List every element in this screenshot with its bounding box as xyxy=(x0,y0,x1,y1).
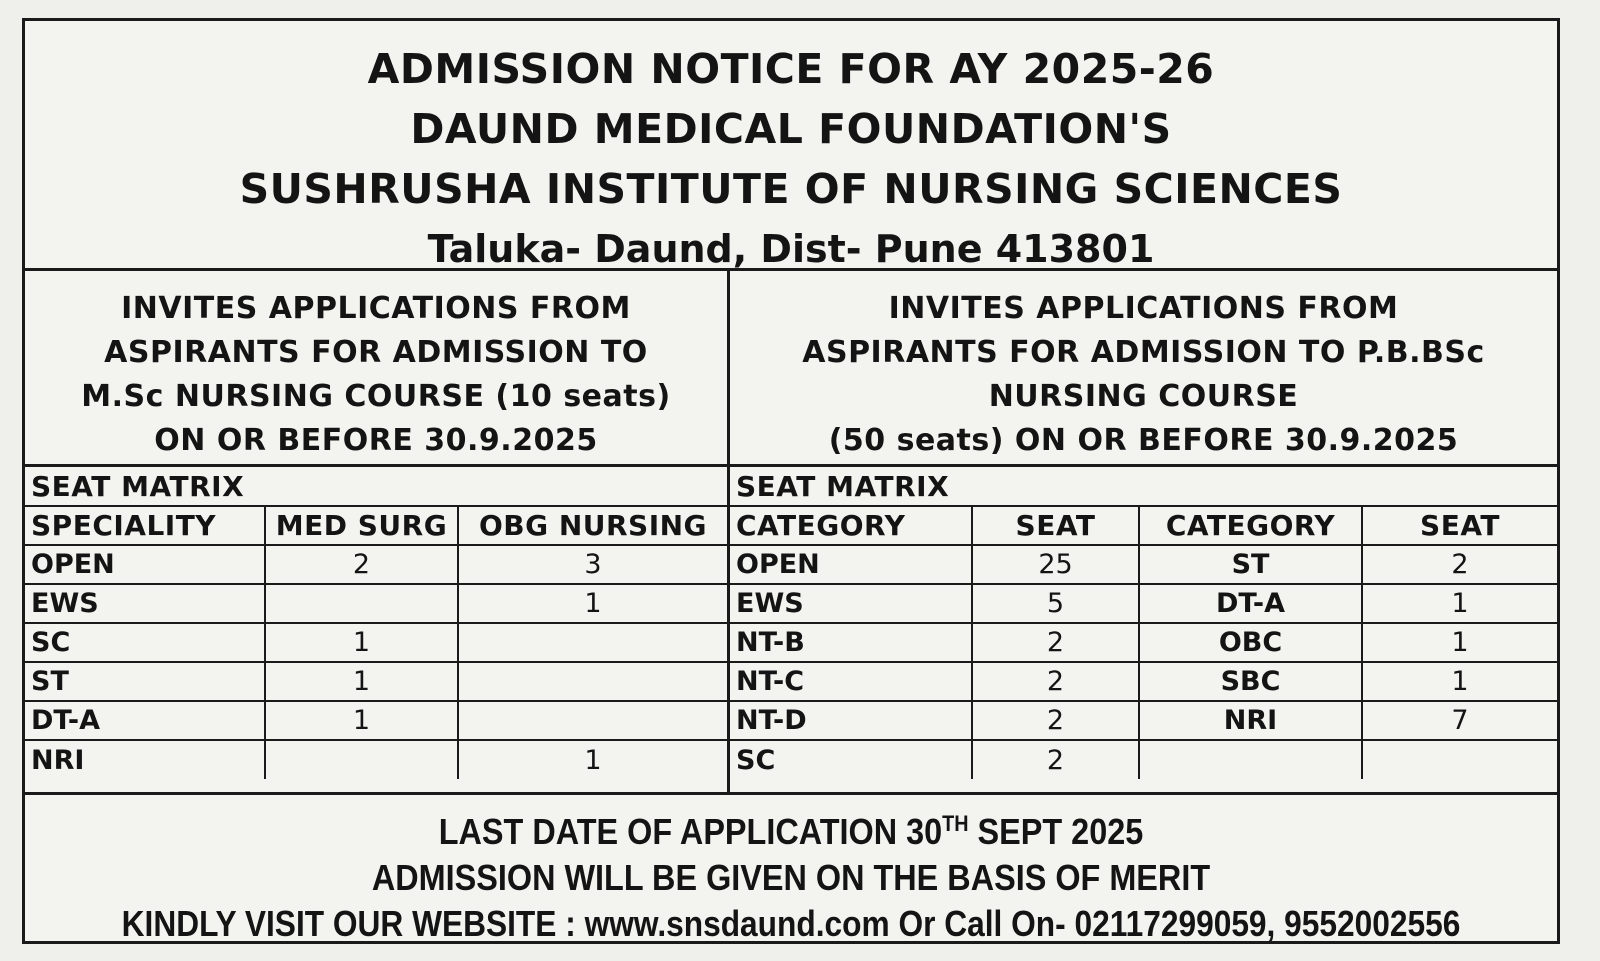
table-row xyxy=(25,584,727,623)
msc-invite-line: ON OR BEFORE 30.9.2025 xyxy=(154,423,598,458)
table-cell: 1 xyxy=(458,584,727,623)
foundation-name: DAUND MEDICAL FOUNDATION'S xyxy=(410,105,1172,153)
column-header: SPECIALITY xyxy=(25,506,265,545)
msc-matrix-title: SEAT MATRIX xyxy=(25,467,727,506)
column-header: SEAT xyxy=(1362,506,1557,545)
table-row xyxy=(730,584,1557,623)
table-row xyxy=(730,701,1557,740)
table-cell: 1 xyxy=(1362,623,1557,662)
invites-section xyxy=(25,271,1557,467)
pbbsc-seat-table xyxy=(730,467,1557,779)
table-cell: NT-B xyxy=(730,623,972,662)
last-date-prefix: LAST DATE OF APPLICATION 30 xyxy=(438,811,943,852)
table-cell: 1 xyxy=(265,623,458,662)
table-cell: EWS xyxy=(730,584,972,623)
column-header: MED SURG xyxy=(265,506,458,545)
table-row xyxy=(730,623,1557,662)
table-cell: OPEN xyxy=(730,545,972,584)
table-cell: SC xyxy=(25,623,265,662)
institute-name: SUSHRUSHA INSTITUTE OF NURSING SCIENCES xyxy=(239,165,1343,213)
table-row xyxy=(25,545,727,584)
table-cell: NRI xyxy=(1139,701,1362,740)
table-cell: SBC xyxy=(1139,662,1362,701)
table-cell: 1 xyxy=(265,701,458,740)
last-date-suffix: SEPT 2025 xyxy=(968,811,1144,852)
table-cell: 1 xyxy=(1362,584,1557,623)
msc-seat-table xyxy=(25,467,727,779)
table-title-row xyxy=(730,467,1557,506)
table-cell: EWS xyxy=(25,584,265,623)
last-date-superscript: TH xyxy=(942,811,969,836)
column-header: SEAT xyxy=(972,506,1139,545)
table-cell: 1 xyxy=(458,740,727,779)
table-row xyxy=(730,662,1557,701)
table-cell: 25 xyxy=(972,545,1139,584)
msc-invite-line: ASPIRANTS FOR ADMISSION TO xyxy=(104,335,648,370)
table-cell: 2 xyxy=(972,662,1139,701)
pbbsc-invite-line: (50 seats) ON OR BEFORE 30.9.2025 xyxy=(828,423,1459,458)
pbbsc-invite-line: NURSING COURSE xyxy=(988,379,1299,414)
column-header: OBG NURSING xyxy=(458,506,727,545)
table-cell: NT-D xyxy=(730,701,972,740)
table-cell: NT-C xyxy=(730,662,972,701)
table-cell xyxy=(458,701,727,740)
msc-invite-line: M.Sc NURSING COURSE (10 seats) xyxy=(81,379,671,414)
notice-footer xyxy=(25,795,1557,947)
table-cell: 3 xyxy=(458,545,727,584)
table-cell: 2 xyxy=(265,545,458,584)
pbbsc-matrix-title: SEAT MATRIX xyxy=(730,467,1557,506)
msc-invite xyxy=(25,271,730,464)
msc-seat-matrix xyxy=(25,467,730,792)
contact-line: KINDLY VISIT OUR WEBSITE : www.snsdaund.com Or Call On- 02117299059, 9552002556 xyxy=(121,903,1461,944)
msc-invite-line: INVITES APPLICATIONS FROM xyxy=(121,291,631,326)
table-row xyxy=(730,545,1557,584)
table-cell: 1 xyxy=(265,662,458,701)
table-row xyxy=(25,662,727,701)
table-cell: SC xyxy=(730,740,972,779)
table-cell: ST xyxy=(25,662,265,701)
table-header-row xyxy=(730,506,1557,545)
column-header: CATEGORY xyxy=(730,506,972,545)
table-cell: 5 xyxy=(972,584,1139,623)
table-cell xyxy=(1362,740,1557,779)
admission-notice xyxy=(22,18,1560,944)
table-cell xyxy=(458,623,727,662)
table-row xyxy=(730,740,1557,779)
seat-matrix-section xyxy=(25,467,1557,795)
table-cell: 1 xyxy=(1362,662,1557,701)
table-cell: OPEN xyxy=(25,545,265,584)
pbbsc-invite xyxy=(730,271,1557,464)
table-row xyxy=(25,623,727,662)
table-cell xyxy=(1139,740,1362,779)
table-title-row xyxy=(25,467,727,506)
table-cell: 2 xyxy=(972,623,1139,662)
table-cell: NRI xyxy=(25,740,265,779)
column-header: CATEGORY xyxy=(1139,506,1362,545)
pbbsc-invite-line: ASPIRANTS FOR ADMISSION TO P.B.BSc xyxy=(802,335,1485,370)
table-cell: DT-A xyxy=(1139,584,1362,623)
table-cell: OBC xyxy=(1139,623,1362,662)
pbbsc-seat-matrix xyxy=(730,467,1557,792)
notice-title: ADMISSION NOTICE FOR AY 2025-26 xyxy=(367,45,1215,93)
table-row xyxy=(25,701,727,740)
merit-line: ADMISSION WILL BE GIVEN ON THE BASIS OF MERIT xyxy=(371,857,1211,898)
table-row xyxy=(25,740,727,779)
pbbsc-invite-line: INVITES APPLICATIONS FROM xyxy=(888,291,1399,326)
table-cell: DT-A xyxy=(25,701,265,740)
table-cell: 2 xyxy=(972,701,1139,740)
table-cell: 2 xyxy=(1362,545,1557,584)
table-cell xyxy=(265,740,458,779)
notice-header xyxy=(25,21,1557,271)
last-date-line xyxy=(102,801,1481,855)
table-cell: ST xyxy=(1139,545,1362,584)
table-cell: 7 xyxy=(1362,701,1557,740)
table-cell: 2 xyxy=(972,740,1139,779)
institute-address: Taluka- Daund, Dist- Pune 413801 xyxy=(427,227,1155,271)
table-cell xyxy=(265,584,458,623)
table-cell xyxy=(458,662,727,701)
table-header-row xyxy=(25,506,727,545)
